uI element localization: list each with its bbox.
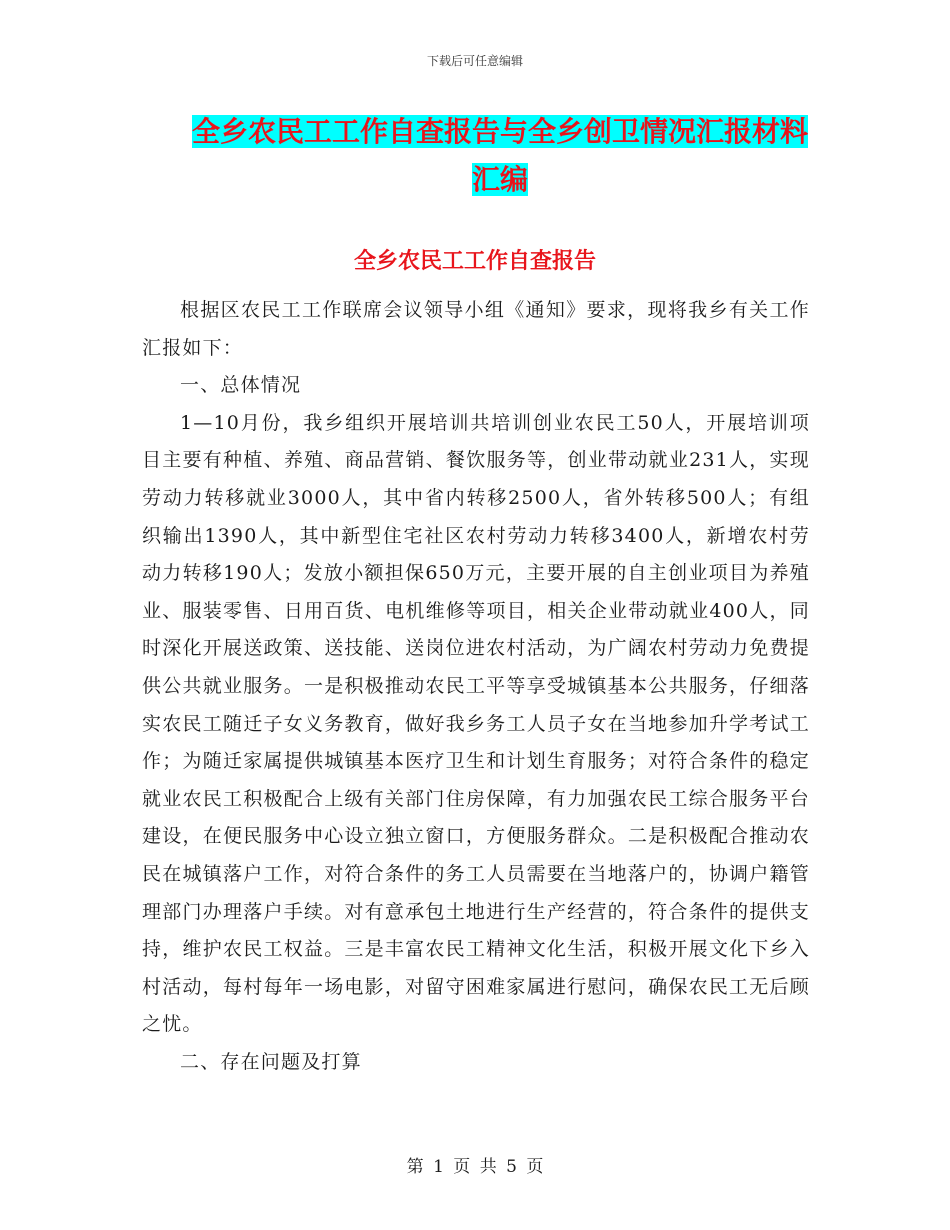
header-note: 下载后可任意编辑 xyxy=(426,54,523,68)
document-body xyxy=(142,292,810,1081)
section-title: 全乡农民工工作自查报告 xyxy=(353,249,596,274)
paragraph-intro: 根据区农民工工作联席会议领导小组《通知》要求，现将我乡有关工作汇报如下： xyxy=(142,299,810,359)
document-title xyxy=(190,108,810,204)
paragraph-heading-problems: 二、存在问题及打算 xyxy=(180,1050,362,1073)
paragraph-overview-details: 1—10月份，我乡组织开展培训共培训创业农民工50人，开展培训项目主要有种植、养殖、商品营销、餐饮服务等，创业带动就业231人，实现劳动力转移就业3000人，其中省内转移2500人，省外转移500人；有组织输出1390人，其中新型住宅社区农村劳动力转移3400人，新增农村劳动力转移190人；发放小额担保650万元，主要开展的自主创业项目为养殖业、服装零售、日用百货、电机维修等项目，相关企业带动就业400人，同时深化开展送政策、送技能、送岗位进农村活动，为广阔农村劳动力免费提供公共就业服务。一是积极推动农民工平等享受城镇基本公共服务，仔细落实农民工随迁子女义务教育，做好我乡务工人员子女在当地参加升学考试工作；为随迁家属提供城镇基本医疗卫生和计划生育服务；对符合条件的稳定就业农民工积极配合上级有关部门住房保障，有力加强农民工综合服务平台建设，在便民服务中心设立独立窗口，方便服务群众。二是积极配合推动农民在城镇落户工作，对符合条件的务工人员需要在当地落户的，协调户籍管理部门办理落户手续。对有意承包土地进行生产经营的，符合条件的提供支持，维护农民工权益。三是丰富农民工精神文化生活，积极开展文化下乡入村活动，每村每年一场电影，对留守困难家属进行慰问，确保农民工无后顾之忧。 xyxy=(142,411,810,1036)
paragraph-heading-overview: 一、总体情况 xyxy=(180,374,302,397)
document-title-text: 全乡农民工工作自查报告与全乡创卫情况汇报材料汇编 xyxy=(191,115,808,196)
page-footer: 第 1 页 共 5 页 xyxy=(406,1157,544,1177)
